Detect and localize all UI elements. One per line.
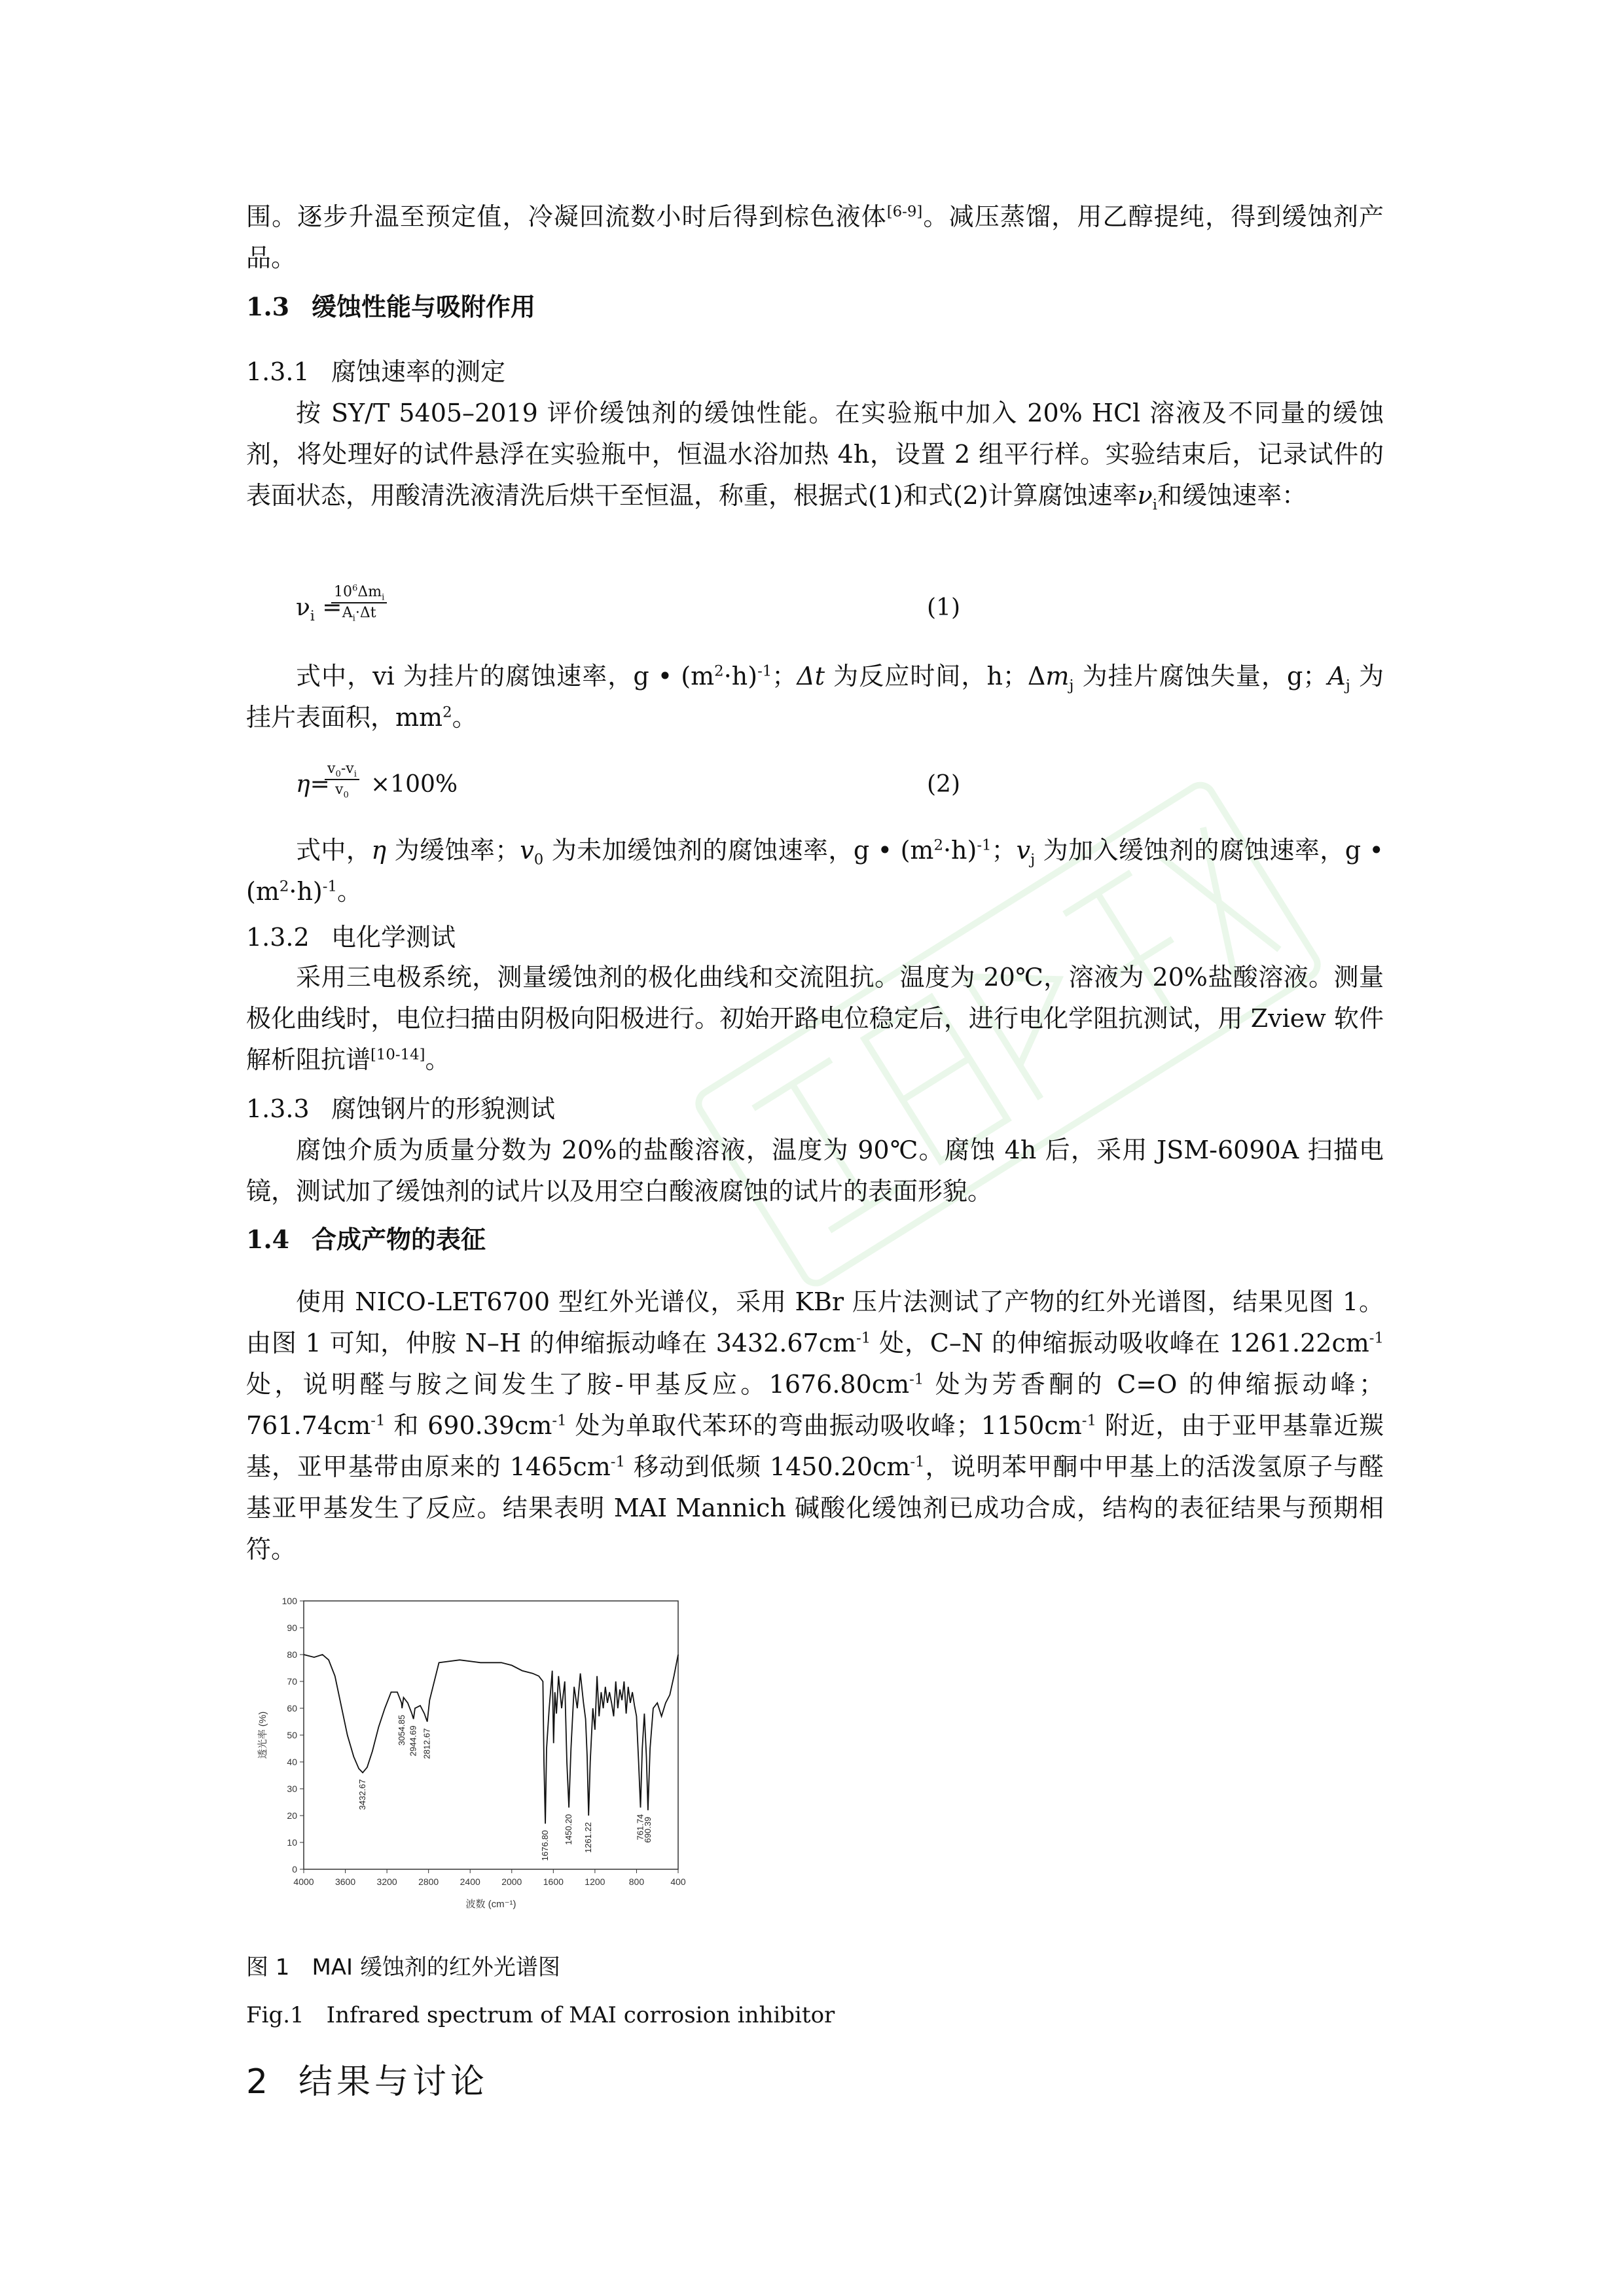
peak-label: 2944.69 bbox=[408, 1725, 418, 1757]
x-tick-label: 4000 bbox=[293, 1876, 314, 1887]
y-tick-label: 20 bbox=[287, 1810, 297, 1821]
section-number: 1.3.1 bbox=[246, 357, 310, 386]
eq1-numerator: $10^6\Delta m_i$ bbox=[331, 583, 387, 603]
paragraph-1-3-3: 腐蚀介质为质量分数为 20%的盐酸溶液，温度为 90℃。腐蚀 4h 后，采用 JSM-6090A 扫描电镜，测试加了缓蚀剂的试片以及用空白酸液腐蚀的试片的表面形貌。 bbox=[246, 1136, 1384, 1206]
peak-label: 1676.80 bbox=[540, 1830, 550, 1861]
section-1-3-3-heading bbox=[246, 1090, 1384, 1127]
eq2-tail: ×100% bbox=[370, 771, 458, 798]
peak-label: 761.74 bbox=[635, 1814, 645, 1840]
paragraph-1-3-2: 采用三电极系统，测量缓蚀剂的极化曲线和交流阻抗。温度为 20℃，溶液为 20%盐酸溶液。测量极化曲线时，电位扫描由阴极向阳极进行。初始开路电位稳定后，进行电化学阻抗测试，用 Zview 软件解析阻抗谱[10-14]。 bbox=[246, 963, 1384, 1074]
section-title: 缓蚀性能与吸附作用 bbox=[312, 292, 536, 321]
eq1-fraction bbox=[331, 583, 387, 623]
section-number: 1.3.2 bbox=[246, 923, 310, 952]
section-title: 腐蚀钢片的形貌测试 bbox=[331, 1094, 556, 1123]
section-title: 合成产物的表征 bbox=[312, 1225, 486, 1254]
eq1-denominator: $A_i\cdot\Delta t$ bbox=[342, 605, 376, 624]
x-tick-label: 3600 bbox=[334, 1876, 356, 1887]
y-tick-label: 90 bbox=[287, 1623, 297, 1633]
section-number: 1.3 bbox=[246, 292, 290, 321]
intro-paragraph: 围。逐步升温至预定值，冷凝回流数小时后得到棕色液体[6-9]。减压蒸馏，用乙醇提纯，得到缓蚀剂产品。 bbox=[246, 202, 1384, 272]
eq1-number: (1) bbox=[927, 594, 960, 621]
y-tick-label: 50 bbox=[287, 1730, 297, 1740]
ir-spectrum-chart bbox=[246, 1588, 704, 1926]
section-number: 1.3.3 bbox=[246, 1094, 310, 1123]
plot-frame bbox=[304, 1601, 678, 1869]
y-tick-label: 10 bbox=[287, 1837, 297, 1848]
equation-1 bbox=[246, 583, 1384, 641]
x-tick-label: 400 bbox=[670, 1876, 686, 1887]
x-tick-label: 1200 bbox=[585, 1876, 605, 1887]
section-title: 结果与讨论 bbox=[298, 2062, 489, 2102]
y-tick-label: 100 bbox=[281, 1596, 297, 1606]
x-tick-label: 1600 bbox=[543, 1876, 564, 1887]
figure-caption-cn: 图 1 MAI 缓蚀剂的红外光谱图 bbox=[246, 1954, 560, 1981]
section-number: 2 bbox=[246, 2062, 272, 2102]
section-1-3-heading bbox=[246, 289, 1384, 325]
figure-caption-en: Fig.1 Infrared spectrum of MAI corrosion inhibitor bbox=[246, 2002, 835, 2028]
eq2-fraction bbox=[325, 759, 359, 800]
eq1-lhs: $\nu_i$ = bbox=[296, 594, 342, 625]
section-title: 腐蚀速率的测定 bbox=[331, 357, 506, 386]
x-tick-label: 2800 bbox=[418, 1876, 439, 1887]
section-1-3-1-heading bbox=[246, 353, 1384, 390]
x-tick-label: 800 bbox=[628, 1876, 645, 1887]
section-title: 电化学测试 bbox=[331, 923, 456, 952]
y-tick-label: 60 bbox=[287, 1703, 297, 1713]
y-tick-label: 40 bbox=[287, 1757, 297, 1767]
peak-label: 2812.67 bbox=[422, 1728, 432, 1759]
y-axis-label: 透光率 (%) bbox=[257, 1711, 268, 1759]
paragraph-eq1-definitions: 式中，vi 为挂片的腐蚀速率，g • $(m^2\cdot h)^{-1}$；Δt 为反应时间，h；$\Delta m_j$ 为挂片腐蚀失量，g；$A_j$ 为挂片表面积，$mm^2$。 bbox=[246, 662, 1384, 732]
y-tick-label: 30 bbox=[287, 1784, 297, 1794]
eq2-number: (2) bbox=[927, 771, 960, 798]
eq2-denominator: $v_0$ bbox=[335, 781, 349, 800]
section-1-3-2-heading bbox=[246, 919, 1384, 956]
peak-label: 3054.85 bbox=[397, 1715, 407, 1746]
peak-label: 690.39 bbox=[642, 1816, 653, 1843]
peak-label: 3432.67 bbox=[357, 1779, 368, 1810]
x-tick-label: 2400 bbox=[460, 1876, 480, 1887]
y-tick-label: 0 bbox=[292, 1864, 297, 1874]
eq2-lhs: η= bbox=[296, 771, 330, 798]
paragraph-1-4: 使用 NICO-LET6700 型红外光谱仪，采用 KBr 压片法测试了产物的红外光谱图，结果见图 1。由图 1 可知，仲胺 N–H 的伸缩振动峰在 $3432.67cm^{-1}$ 处，C–N 的伸缩振动吸收峰在 $1261.22cm^{-1}$ 处，说明醛与胺之间发生了胺-甲基反应。$1676.80cm^{-1}$ 处为芳香酮的 C=O 的伸缩振动峰；$761.74cm^{-1}$ 和 $690.39cm^{-1}$ 处为单取代苯环的弯曲振动吸收峰；$1150cm^{-1}$ 附近，由于亚甲基靠近羰基，亚甲基带由原来的 $1465cm^{-1}$ 移动到低频 $1450.20cm^{-1}$，说明苯甲酮中甲基上的活泼氢原子与醛基亚甲基发生了反应。结果表明 MAI Mannich 碱酸化缓蚀剂已成功合成，结构的表征结果与预期相符。 bbox=[246, 1287, 1384, 1564]
section-2-heading bbox=[246, 2054, 488, 2103]
peak-label: 1450.20 bbox=[564, 1814, 574, 1845]
y-tick-label: 70 bbox=[287, 1676, 297, 1687]
x-tick-label: 3200 bbox=[376, 1876, 397, 1887]
paragraph-eq2-definitions: 式中，η 为缓蚀率；$v_0$ 为未加缓蚀剂的腐蚀速率，g • $(m^2\cdot h)^{-1}$；$v_j$ 为加入缓蚀剂的腐蚀速率，g • $(m^2\cdot h)^{-1}$。 bbox=[246, 836, 1384, 906]
section-1-4-heading bbox=[246, 1221, 1384, 1258]
paragraph-1-3-1: 按 SY/T 5405–2019 评价缓蚀剂的缓蚀性能。在实验瓶中加入 20% HCl 溶液及不同量的缓蚀剂，将处理好的试件悬浮在实验瓶中，恒温水浴加热 4h，设置 2 组平行样。实验结束后，记录试件的表面状态，用酸清洗液清洗后烘干至恒温，称重，根据式(1)和式(2)计算腐蚀速率$\nu_i$和缓蚀速率： bbox=[246, 399, 1384, 514]
peak-label: 1261.22 bbox=[583, 1822, 594, 1853]
equation-2 bbox=[246, 759, 1384, 818]
section-number: 1.4 bbox=[246, 1225, 290, 1254]
y-tick-label: 80 bbox=[287, 1649, 297, 1660]
x-axis-label: 波数 (cm⁻¹) bbox=[465, 1899, 516, 1910]
eq2-numerator: $v_0-v_i$ bbox=[325, 759, 359, 780]
x-tick-label: 2000 bbox=[501, 1876, 522, 1887]
